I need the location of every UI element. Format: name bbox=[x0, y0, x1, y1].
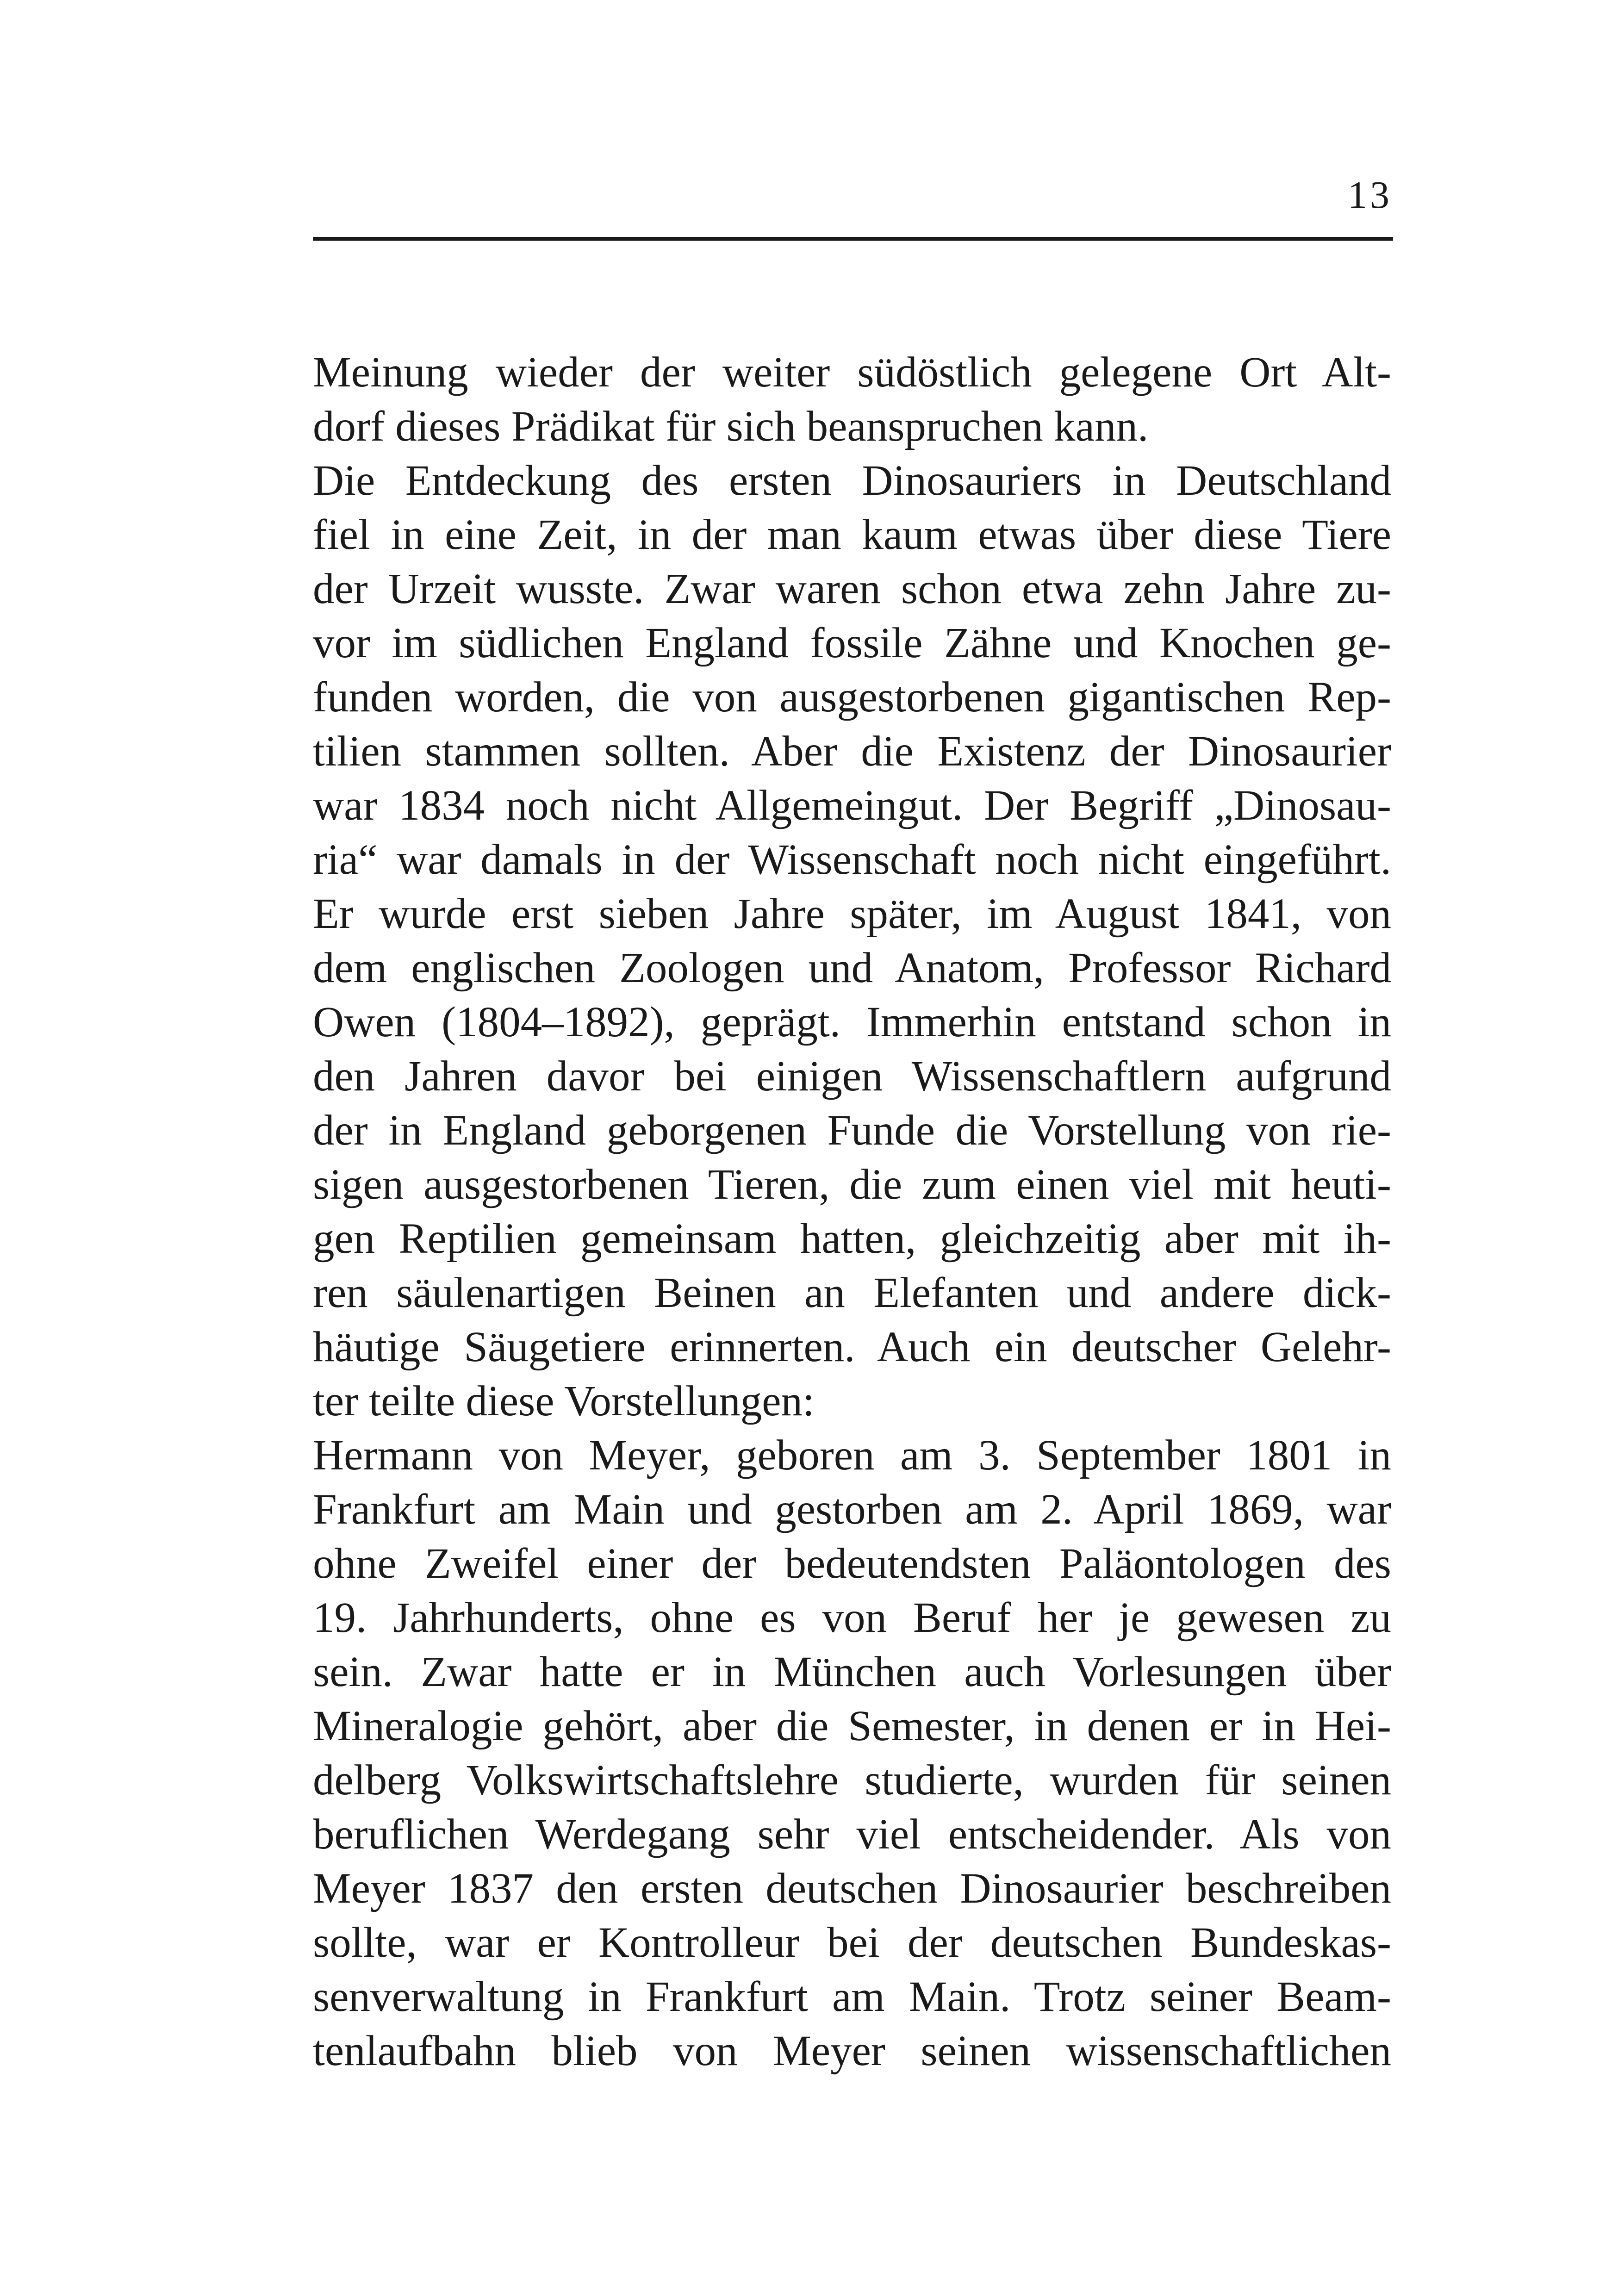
text-line: tenlaufbahn blieb von Meyer seinen wissenschaftlichen bbox=[313, 2027, 1391, 2075]
text-line: Meyer 1837 den ersten deutschen Dinosaurier beschreiben bbox=[313, 1865, 1391, 1912]
text-line: den Jahren davor bei einigen Wissenschaftlern aufgrund bbox=[313, 1052, 1391, 1100]
text-line: fiel in eine Zeit, in der man kaum etwas über diese Tiere bbox=[313, 511, 1391, 559]
text-line: sollte, war er Kontrolleur bei der deutschen Bundeskas- bbox=[313, 1919, 1391, 1966]
text-line: Er wurde erst sieben Jahre später, im August 1841, von bbox=[313, 890, 1391, 938]
page-number: 13 bbox=[1348, 174, 1392, 217]
text-line: Owen (1804–1892), geprägt. Immerhin entstand schon in bbox=[313, 998, 1391, 1046]
text-line: dem englischen Zoologen und Anatom, Professor Richard bbox=[313, 944, 1391, 992]
text-line: Frankfurt am Main und gestorben am 2. April 1869, war bbox=[313, 1486, 1391, 1533]
text-line: Mineralogie gehört, aber die Semester, in denen er in Hei- bbox=[313, 1702, 1391, 1750]
text-line: delberg Volkswirtschaftslehre studierte, wurden für seinen bbox=[313, 1756, 1391, 1804]
text-line: ria“ war damals in der Wissenschaft noch nicht eingeführt. bbox=[313, 836, 1391, 884]
text-line: Meinung wieder der weiter südöstlich gelegene Ort Alt- bbox=[313, 348, 1391, 396]
text-line: dorf dieses Prädikat für sich beanspruchen kann. bbox=[313, 403, 1149, 450]
body-text bbox=[313, 345, 1391, 2078]
text-line: ren säulenartigen Beinen an Elefanten und andere dick- bbox=[313, 1269, 1391, 1317]
text-line: funden worden, die von ausgestorbenen gigantischen Rep- bbox=[313, 673, 1391, 721]
text-line: senverwaltung in Frankfurt am Main. Trotz seiner Beam- bbox=[313, 1973, 1391, 2021]
text-line: beruflichen Werdegang sehr viel entscheidender. Als von bbox=[313, 1811, 1391, 1858]
text-line: tilien stammen sollten. Aber die Existenz der Dinosaurier bbox=[313, 728, 1391, 775]
text-line: der in England geborgenen Funde die Vorstellung von rie- bbox=[313, 1107, 1391, 1154]
text-line: vor im südlichen England fossile Zähne und Knochen ge- bbox=[313, 619, 1391, 667]
text-line: ohne Zweifel einer der bedeutendsten Paläontologen des bbox=[313, 1540, 1391, 1587]
text-line: sein. Zwar hatte er in München auch Vorlesungen über bbox=[313, 1648, 1391, 1696]
text-line: sigen ausgestorbenen Tieren, die zum einen viel mit heuti- bbox=[313, 1161, 1391, 1208]
text-line: war 1834 noch nicht Allgemeingut. Der Begriff „Dinosau- bbox=[313, 782, 1391, 829]
text-line: häutige Säugetiere erinnerten. Auch ein deutscher Gelehr- bbox=[313, 1323, 1391, 1371]
text-line: gen Reptilien gemeinsam hatten, gleichzeitig aber mit ih- bbox=[313, 1215, 1391, 1263]
text-line: 19. Jahrhunderts, ohne es von Beruf her je gewesen zu bbox=[313, 1594, 1391, 1642]
text-line: Die Entdeckung des ersten Dinosauriers in Deutschland bbox=[313, 457, 1391, 504]
text-line: der Urzeit wusste. Zwar waren schon etwa zehn Jahre zu- bbox=[313, 565, 1391, 613]
header-rule bbox=[313, 237, 1393, 241]
text-line: Hermann von Meyer, geboren am 3. September 1801 in bbox=[313, 1431, 1391, 1479]
text-line: ter teilte diese Vorstellungen: bbox=[313, 1377, 815, 1425]
